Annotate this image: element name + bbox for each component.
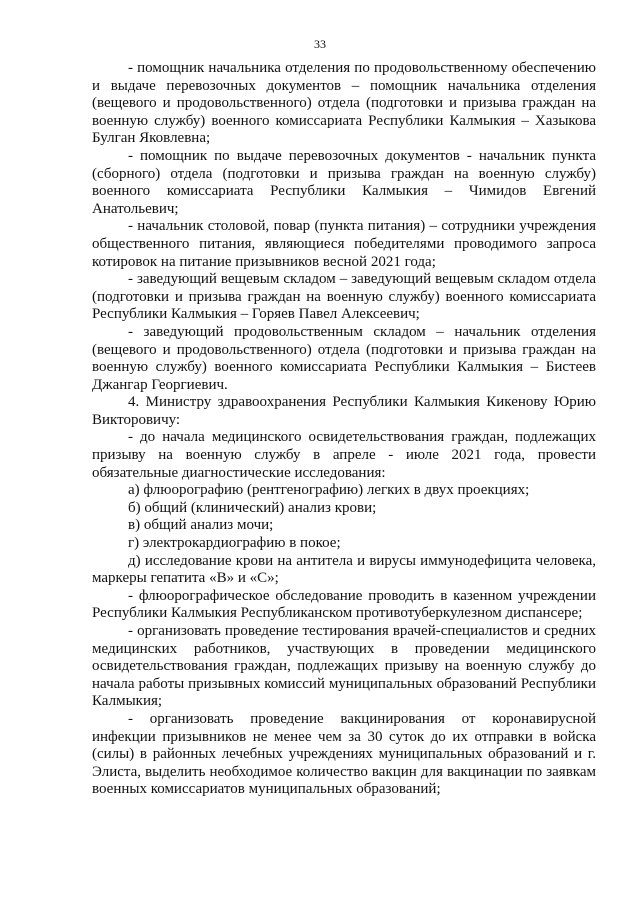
document-body: [92, 60, 596, 799]
paragraph-assistant-food-supply: - помощник начальника отделения по продовольственному обеспечению и выдаче перевозочных документов – помощник начальника отделения (вещевого и продовольственного) отдела (подготовки и призыва граждан на военную службу) военного комиссариата Республики Калмыкия – Хазыкова Булган Яковлевна;: [92, 60, 596, 147]
paragraph-vaccination: - организовать проведение вакцинирования от коронавирусной инфекции призывников не менее чем за 30 суток до их отправки в войска (силы) в районных лечебных учреждениях муниципальных образований и г. Элиста, выделить необходимое количество вакцин для вакцинации по заявкам военных комиссариатов муниципальных образований;: [92, 710, 596, 798]
paragraph-clothing-warehouse: - заведующий вещевым складом – заведующий вещевым складом отдела (подготовки и призыва граждан на военную службу) военного комиссариата Республики Калмыкия – Горяев Павел Алексеевич;: [92, 271, 596, 323]
list-item-d: д) исследование крови на антитела и вирусы иммунодефицита человека, маркеры гепатита «В» и «С»;: [92, 552, 596, 587]
paragraph-medical-exams-intro: - до начала медицинского освидетельствования граждан, подлежащих призыву на военную службу в апреле - июле 2021 года, провести обязательные диагностические исследования:: [92, 429, 596, 481]
paragraph-food-warehouse: - заведующий продовольственным складом – начальник отделения (вещевого и продовольственного) отдела (подготовки и призыва граждан на военную службу) военного комиссариата Республики Калмыкия – Бистеев Джангар Георгиевич.: [92, 323, 596, 393]
list-item-g: г) электрокардиографию в покое;: [128, 535, 341, 552]
paragraph-canteen-head: - начальник столовой, повар (пункта питания) – сотрудники учреждения общественного питания, являющиеся победителями проводимого запроса котировок на питание призывников весной 2021 года;: [92, 218, 596, 270]
list-item-a: а) флюорографию (рентгенографию) легких в двух проекциях;: [128, 482, 530, 499]
paragraph-testing-staff: - организовать проведение тестирования врачей-специалистов и средних медицинских работников, участвующих в проведении медицинского освидетельствования граждан, подлежащих призыву на военную службу до начала работы призывных комиссий муниципальных образований Республики Калмыкия;: [92, 623, 596, 710]
paragraph-fluorography: - флюорографическое обследование проводить в казенном учреждении Республики Калмыкия Республиканском противотуберкулезном диспансере;: [92, 587, 596, 622]
page-number: 33: [314, 37, 326, 51]
list-item-b: б) общий (клинический) анализ крови;: [128, 499, 377, 516]
paragraph-assistant-transport-docs: - помощник по выдаче перевозочных документов - начальник пункта (сборного) отдела (подготовки и призыва граждан на военную службу) военного комиссариата Республики Калмыкия – Чимидов Евгений Анатольевич;: [92, 147, 596, 217]
paragraph-section-4-heading: 4. Министру здравоохранения Республики Калмыкия Кикенову Юрию Викторовичу:: [92, 394, 596, 428]
list-item-v: в) общий анализ мочи;: [128, 517, 274, 534]
